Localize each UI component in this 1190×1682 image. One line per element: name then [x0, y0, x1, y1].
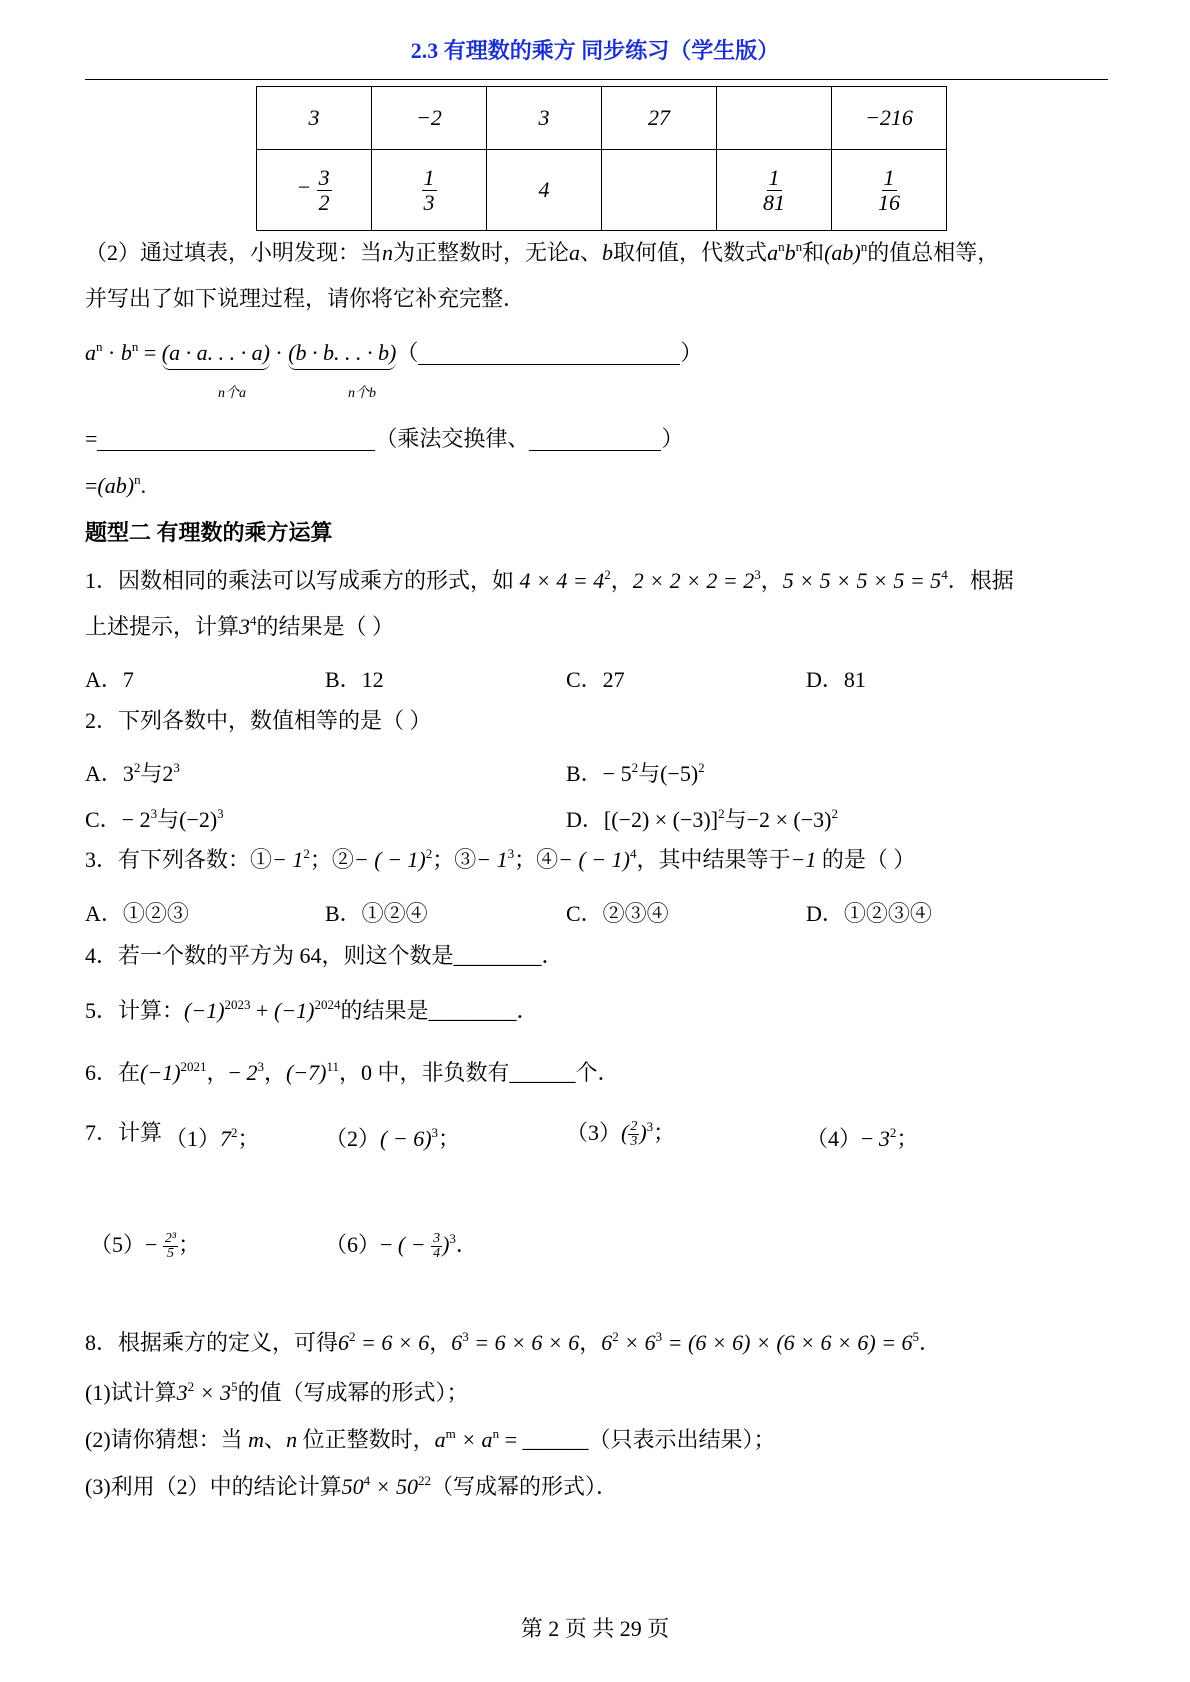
math: − ( − 1): [353, 847, 426, 872]
text: ，0 中，非负数有______个．: [338, 1060, 620, 1085]
math: 5 × 5 × 5 × 5 = 5: [782, 568, 942, 593]
q1-option-c[interactable]: C．27: [566, 667, 625, 692]
text: ；: [653, 1120, 676, 1145]
text: （3）: [566, 1120, 622, 1145]
text: （6）−: [325, 1232, 398, 1257]
math: b: [784, 240, 796, 265]
table-cell: [717, 150, 832, 231]
text: 5．计算：: [85, 998, 185, 1023]
text: ，: [760, 568, 783, 593]
table-cell: −2: [372, 87, 487, 150]
math: a: [569, 240, 581, 265]
math: 6: [601, 1330, 613, 1355]
q7-item-4: [806, 1122, 918, 1153]
text: 与(−2): [157, 807, 218, 832]
table-cell: − $\frac{3}{2}$: [257, 150, 372, 231]
q3-option-d[interactable]: D．①②③④: [806, 901, 932, 926]
text: 4．若一个数的平方为 64，则这个数是________．: [85, 943, 564, 968]
exponent: 2: [698, 760, 705, 775]
q8-sub3: [85, 1473, 619, 1499]
exponent: n: [795, 239, 803, 254]
q2-option-c[interactable]: [85, 803, 224, 834]
text: ．根据: [947, 568, 1014, 593]
exponent: 3: [655, 1329, 663, 1344]
exponent: 3: [173, 760, 180, 775]
q1-option-a[interactable]: A．7: [85, 667, 134, 692]
exponent: 2: [889, 1125, 897, 1140]
table-cell: −216: [832, 87, 947, 150]
math: ): [442, 1232, 450, 1257]
text: ；③: [432, 847, 477, 872]
exponent: 2: [631, 760, 639, 775]
group-b: (b · b. . . · b): [288, 340, 396, 370]
math: (−1): [184, 998, 225, 1023]
text: 与2: [140, 761, 174, 786]
text: （1）: [165, 1126, 221, 1151]
text: D．[(−2) × (−3)]: [566, 807, 719, 832]
exponent: 2: [425, 846, 433, 861]
math: (−7): [285, 1060, 327, 1085]
text: +: [250, 998, 274, 1023]
math: m: [248, 1427, 265, 1452]
text: (3)利用（2）中的结论计算: [85, 1474, 342, 1499]
text: ．: [455, 1232, 478, 1257]
fraction: $\frac{\text{2³}}{5}$: [164, 1230, 177, 1262]
exponent: n: [96, 339, 103, 354]
text: 的结果是（ ）: [256, 614, 395, 639]
table-cell: [832, 150, 947, 231]
text: 的结果是________．: [340, 998, 539, 1023]
derivation-step1: $a^n \cdot b^n = (a \cdot a$. . . · a) · (b · b. . . · b)（ ）: [85, 342, 702, 365]
q8-sub1: [85, 1379, 469, 1405]
q2-option-a[interactable]: [85, 757, 180, 788]
exponent: 3: [449, 1231, 456, 1246]
text: 3．有下列各数：①: [85, 847, 273, 872]
text: ，: [263, 1060, 286, 1085]
exponent: 3: [431, 1125, 439, 1140]
math: 50: [341, 1474, 364, 1499]
exponent: 2021: [180, 1059, 207, 1074]
math: (: [621, 1120, 629, 1145]
text: 的值（写成幂的形式）；: [237, 1380, 469, 1405]
text: 6．在: [85, 1060, 141, 1085]
q8-line1: [85, 1329, 942, 1355]
math: (−1): [273, 998, 315, 1023]
math: n: [382, 240, 394, 265]
fraction: $\frac{2}{3}$: [630, 1118, 638, 1150]
math: = 6 × 6: [355, 1330, 430, 1355]
exponent: 2: [133, 760, 141, 775]
math: = (6 × 6) × (6 × 6 × 6) = 6: [662, 1330, 913, 1355]
text: 与−2 × (−3): [724, 807, 832, 832]
math: ( − 6): [380, 1126, 432, 1151]
exponent: n: [492, 1426, 500, 1441]
exponent: 4: [629, 846, 637, 861]
text: ，: [579, 1330, 602, 1355]
table-cell: [372, 150, 487, 231]
text: （2）通过填表，小明发现：当: [85, 240, 383, 265]
exponent: n: [778, 239, 785, 254]
q4-stem: [85, 945, 564, 967]
part2-line1: [85, 239, 1000, 265]
math: −1: [790, 847, 817, 872]
q8-sub2: [85, 1426, 776, 1452]
text: 和: [802, 240, 825, 265]
math: a: [434, 1427, 446, 1452]
text: 取何值，代数式: [613, 240, 768, 265]
q3-stem: [85, 846, 916, 872]
exponent: 4: [250, 613, 257, 628]
math: (ab): [97, 473, 135, 498]
section-heading: 题型二 有理数的乘方运算: [85, 520, 333, 545]
exponent: 3: [217, 806, 224, 821]
exponent: 2: [187, 1379, 195, 1394]
derivation-step3: [85, 472, 147, 498]
text: ，: [429, 1330, 452, 1355]
text: ·: [102, 340, 121, 365]
power-table: [256, 86, 947, 231]
text: = ______（只表示出结果）；: [499, 1427, 776, 1452]
math: a: [85, 340, 96, 365]
text: (2)请你猜想：当: [85, 1427, 249, 1452]
exponent: 3: [646, 1119, 654, 1134]
table-cell: [602, 150, 717, 231]
exponent: 3: [754, 567, 761, 582]
math: ): [639, 1120, 647, 1145]
math: × a: [455, 1427, 493, 1452]
q1-line1: [85, 567, 1014, 593]
math: 6: [338, 1330, 350, 1355]
exponent: 2: [831, 806, 838, 821]
math: × 3: [194, 1380, 232, 1405]
part2-line2: [85, 288, 525, 310]
exponent: 5: [231, 1379, 238, 1394]
q7-item-5: [90, 1228, 200, 1262]
label-n-b: n个b: [348, 386, 376, 401]
table-cell: 27: [602, 87, 717, 150]
exponent: 11: [326, 1059, 339, 1074]
q6-stem: [85, 1059, 620, 1085]
math: 4 × 4 = 4: [519, 568, 605, 593]
math: 7: [220, 1126, 232, 1151]
math: b: [120, 340, 132, 365]
fraction: $\frac{1}{81}$: [763, 165, 785, 215]
text: ；④: [514, 847, 559, 872]
text: ，−: [206, 1060, 247, 1085]
math: a: [767, 240, 779, 265]
table-cell: 3: [257, 87, 372, 150]
exponent: 2: [303, 846, 310, 861]
q1-line2: [85, 613, 395, 639]
text: （4）−: [806, 1126, 879, 1151]
text: ；: [896, 1126, 919, 1151]
text: 为正整数时，无论: [393, 240, 570, 265]
header-divider: [85, 79, 1108, 80]
blank-expression[interactable]: [97, 428, 375, 451]
exponent: n: [131, 339, 139, 354]
q7-lead: 7．计算: [85, 1120, 163, 1145]
q7-item-2: [325, 1122, 460, 1153]
q1-option-d[interactable]: D．81: [806, 667, 866, 692]
exponent: 2: [349, 1329, 356, 1344]
text: ；: [237, 1126, 260, 1151]
text: A．3: [85, 761, 134, 786]
math: (ab): [824, 240, 861, 265]
exponent: 2: [612, 1329, 619, 1344]
math: b: [602, 240, 614, 265]
table-cell: 3: [487, 87, 602, 150]
math: × 6: [618, 1330, 656, 1355]
math: × 50: [370, 1474, 419, 1499]
q3-option-b[interactable]: B．①②④: [325, 901, 428, 926]
table-cell: 4: [487, 150, 602, 231]
exponent: n: [134, 472, 141, 487]
exponent: 2024: [314, 997, 341, 1012]
text: ，: [610, 568, 633, 593]
text: 并写出了如下说理过程，请你将它补充完整．: [85, 286, 526, 311]
math: 3: [176, 1380, 188, 1405]
exponent: 22: [418, 1473, 432, 1488]
label-n-a: n个a: [218, 386, 246, 401]
lhs: [85, 340, 162, 365]
fraction: $\frac{1}{3}$: [423, 165, 435, 215]
exponent: 3: [462, 1329, 469, 1344]
q3-option-a[interactable]: A．①②③: [85, 901, 189, 926]
exponent: 2: [231, 1125, 238, 1140]
math: − 1: [272, 847, 304, 872]
exponent: 4: [941, 567, 948, 582]
math: 6: [451, 1330, 463, 1355]
math: 3: [878, 1126, 890, 1151]
exponent: 2: [718, 806, 725, 821]
exponent: 2: [604, 567, 611, 582]
fraction: $\frac{1}{16}$: [878, 165, 900, 215]
text: 2．下列各数中，数值相等的是（ ）: [85, 708, 432, 733]
q2-option-d[interactable]: [566, 803, 838, 834]
math: 2: [246, 1060, 258, 1085]
text: .: [140, 473, 147, 498]
fraction: $\frac{3}{4}$: [433, 1230, 441, 1262]
exponent: 3: [507, 846, 515, 861]
exponent: 5: [912, 1329, 920, 1344]
document-title: 2.3 有理数的乘方 同步练习（学生版）: [410, 38, 780, 63]
math: = 6 × 6 × 6: [468, 1330, 580, 1355]
fraction: $\frac{3}{2}$: [318, 165, 330, 215]
q7-item-1: [165, 1122, 260, 1153]
math: (−1): [140, 1060, 181, 1085]
text: （2）: [325, 1126, 381, 1151]
math: n: [286, 1427, 298, 1452]
text: ；②: [309, 847, 354, 872]
text: B．− 5: [566, 761, 632, 786]
text: （5）−: [90, 1232, 163, 1257]
text: 8．根据乘方的定义，可得: [85, 1330, 339, 1355]
exponent: m: [445, 1426, 456, 1441]
page-number: 第 2 页 共 29 页: [520, 1616, 670, 1641]
exponent: 2023: [224, 997, 251, 1012]
math: 3: [239, 614, 251, 639]
math: − 1: [476, 847, 508, 872]
text: （写成幂的形式）．: [431, 1474, 619, 1499]
text: (1)试计算: [85, 1380, 177, 1405]
q5-stem: [85, 997, 539, 1023]
text: C．− 2: [85, 807, 151, 832]
text: ．: [919, 1330, 942, 1355]
text: 与(−5): [638, 761, 699, 786]
q1-option-b[interactable]: B．12: [325, 667, 384, 692]
text: ，其中结果等于: [636, 847, 791, 872]
exponent: 4: [363, 1473, 371, 1488]
derivation-step2: = （乘法交换律、 ）: [85, 426, 684, 451]
text: 的是（ ）: [816, 847, 916, 872]
q7-item-3: [566, 1116, 675, 1150]
text: 1．因数相同的乘法可以写成乘方的形式，如: [85, 568, 520, 593]
math: ( −: [397, 1232, 432, 1257]
text: 上述提示，计算: [85, 614, 240, 639]
group-a: (a · a. . . · a): [162, 340, 270, 370]
text: ；: [438, 1126, 461, 1151]
math: − ( − 1): [558, 847, 630, 872]
q2-stem: [85, 710, 432, 732]
text: 的值总相等，: [867, 240, 1000, 265]
math: 2 × 2 × 2 = 2: [632, 568, 755, 593]
text: ；: [178, 1232, 201, 1257]
text: 位正整数时，: [297, 1427, 435, 1452]
exponent: 3: [150, 806, 158, 821]
q2-option-b[interactable]: [566, 757, 705, 788]
q3-option-c[interactable]: C．②③④: [566, 901, 669, 926]
exponent: 3: [257, 1059, 264, 1074]
blank-reason-2[interactable]: [529, 428, 661, 451]
text: =: [138, 340, 162, 365]
text: 、: [580, 240, 603, 265]
text: 、: [264, 1427, 287, 1452]
table-cell: [717, 87, 832, 150]
q7-item-6: [325, 1228, 478, 1262]
text: =: [85, 473, 98, 498]
blank-reason-1[interactable]: [418, 342, 680, 365]
exponent: n: [860, 239, 868, 254]
